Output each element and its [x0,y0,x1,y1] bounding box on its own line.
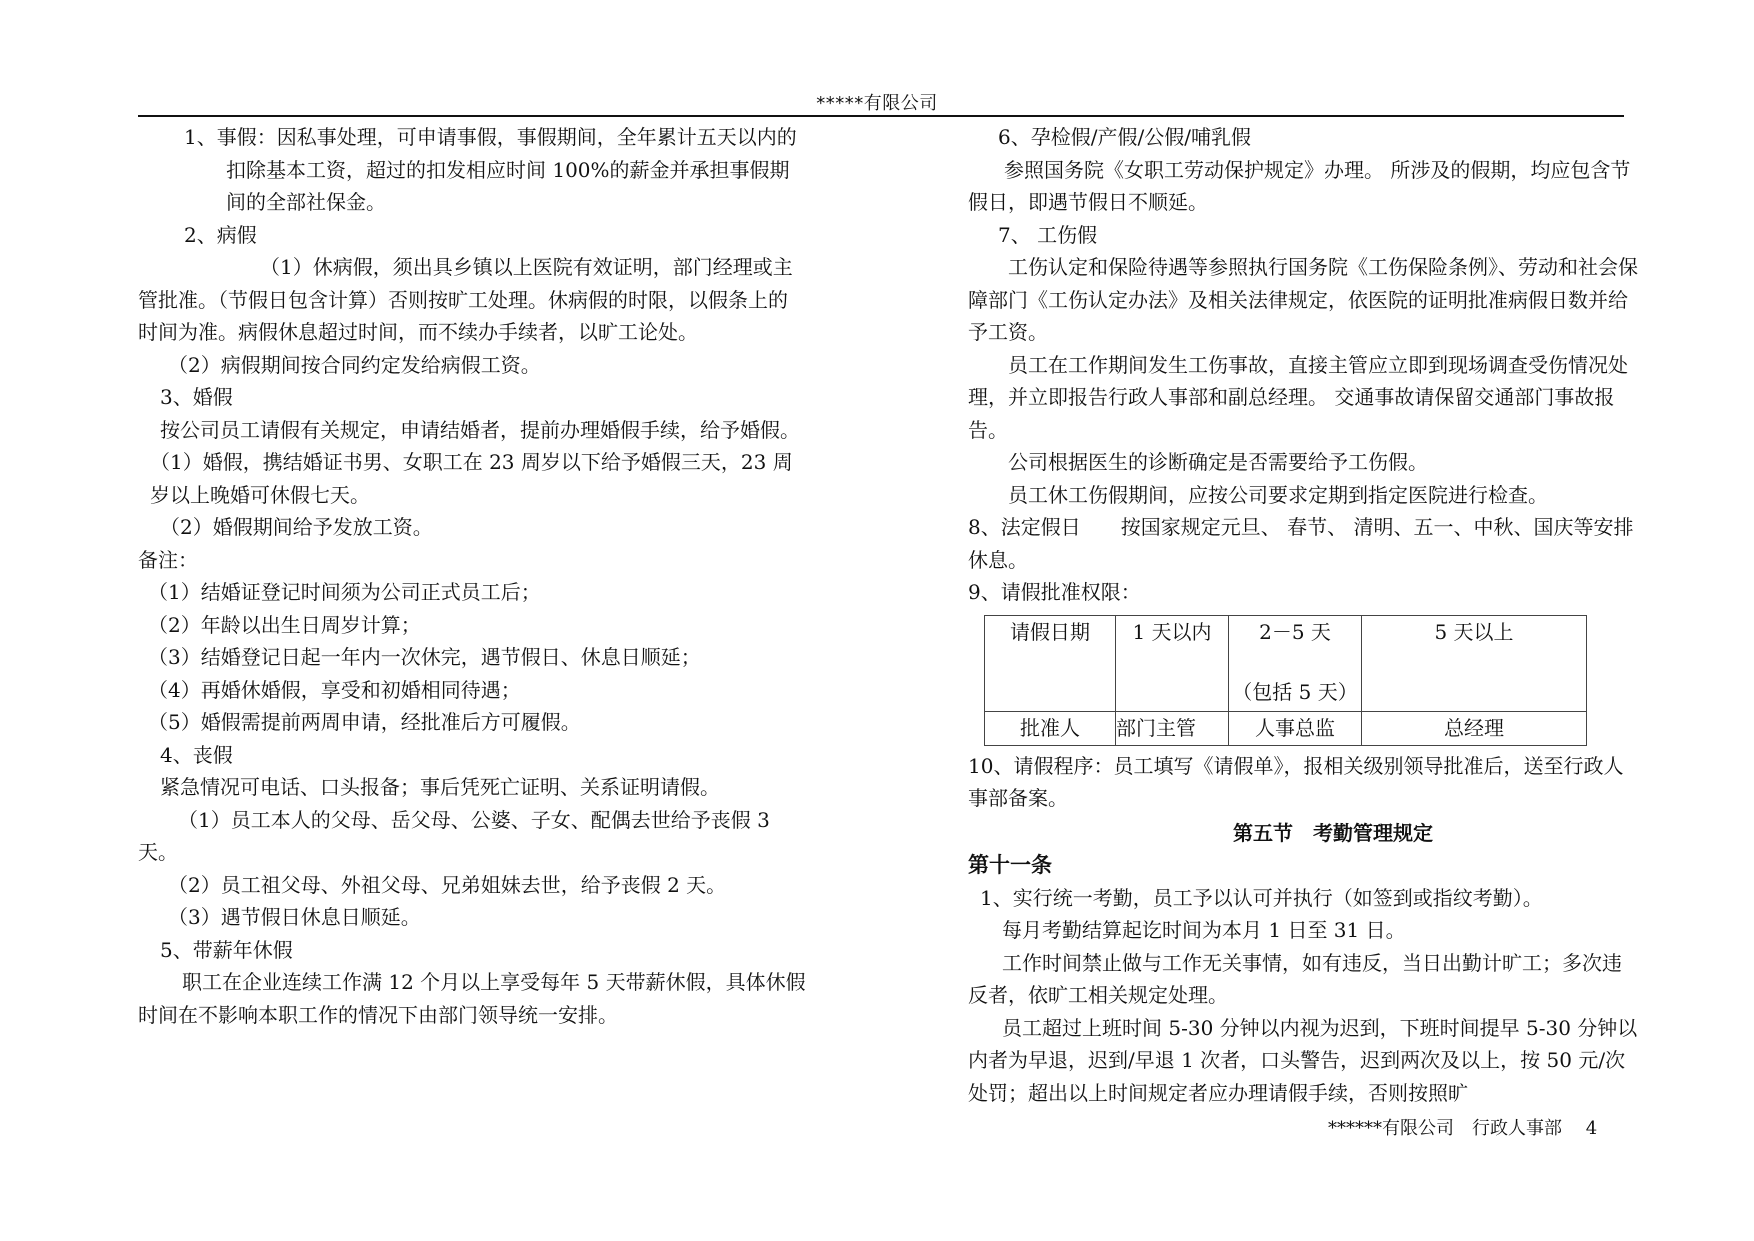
paragraph-work-injury-3: 公司根据医生的诊断确定是否需要给予工伤假。 [1008,450,1428,474]
paragraph-annual-leave: 职工在企业连续工作满 12 个月以上享受每年 5 天带薪休假，具体休假时间在不影响本职工作的情况下由部门领导统一安排。 [138,970,806,1027]
paragraph-bereavement-leave-1: （1）员工本人的父母、岳父母、公婆、子女、配偶去世给予丧假 3 天。 [138,807,770,864]
note-item-5: （5）婚假需提前两周申请，经批准后方可履假。 [148,710,581,734]
leave-approval-table [984,615,1587,746]
paragraph-attendance-3: 工作时间禁止做与工作无关事情，如有违反，当日出勤计旷工；多次违反者，依旷工相关规定处理。 [968,950,1622,1007]
left-column [138,121,806,1031]
paragraph-attendance-4: 员工超过上班时间 5-30 分钟以内视为迟到，下班时间提早 5-30 分钟以内者为早退，迟到/早退 1 次者，口头警告，迟到两次及以上，按 50 元/次处罚；超出以上时间规定者应办理请假手续，否则按照旷 [968,1015,1638,1105]
note-item-2: （2）年龄以出生日周岁计算； [148,612,421,637]
article-title: 第十一条 [968,853,1052,877]
heading-sick-leave: 2、病假 [184,222,257,247]
table-cell-line: （包括 5 天） [1232,679,1358,704]
paragraph-marriage-leave-2: （2）婚假期间给予发放工资。 [160,515,433,539]
paragraph-bereavement-leave-2: （2）员工祖父母、外祖父母、兄弟姐妹去世，给予丧假 2 天。 [168,872,727,897]
paragraph-sick-leave-1: （1）休病假，须出具乡镇以上医院有效证明，部门经理或主管批准。（节假日包含计算）否则按旷工处理。休病假的时限，以假条上的时间为准。病假休息超过时间，而不续办手续者，以旷工论处。 [138,255,793,344]
paragraph-marriage-leave: 按公司员工请假有关规定，申请结婚者，提前办理婚假手续，给予婚假。 [160,417,800,442]
table-cell: 1 天以内 [1116,615,1229,711]
table-cell: 部门主管 [1116,711,1229,745]
heading-approval-authority: 9、请假批准权限： [968,580,1141,604]
paragraph-attendance-1: 1、实行统一考勤，员工予以认可并执行（如签到或指纹考勤）。 [980,885,1543,910]
table-row [985,615,1587,711]
table-row [985,711,1587,745]
page-footer: ******有限公司 行政人事部 4 [1328,1118,1598,1139]
table-cell: 请假日期 [985,615,1116,711]
table-cell: 批准人 [985,711,1116,745]
table-cell: 5 天以上 [1362,615,1587,711]
heading-annual-leave: 5、带薪年休假 [160,937,293,962]
table-cell-line: 2－5 天 [1259,619,1331,644]
paragraph-work-injury-2: 员工在工作期间发生工伤事故，直接主管应立即到现场调查受伤情况处理，并立即报告行政人事部和副总经理。 交通事故请保留交通部门事故报告。 [968,352,1628,442]
paragraph-maternity-leave: 参照国务院《女职工劳动保护规定》办理。 所涉及的假期，均应包含节假日，即遇节假日不顺延。 [968,157,1631,214]
heading-marriage-leave: 3、婚假 [160,385,233,409]
paragraph-statutory-holidays: 8、法定假日 按国家规定元旦、 春节、 清明、五一、中秋、国庆等安排休息。 [968,515,1634,572]
header-rule [138,115,1624,117]
note-item-3: （3）结婚登记日起一年内一次休完，遇节假日、休息日顺延； [148,645,701,669]
paragraph-attendance-2: 每月考勤结算起讫时间为本月 1 日至 31 日。 [1002,918,1406,942]
table-cell: 人事总监 [1229,711,1362,745]
notes-heading: 备注： [138,547,198,572]
heading-maternity-leave: 6、孕检假/产假/公假/哺乳假 [998,125,1251,149]
paragraph-marriage-leave-1: （1）婚假，携结婚证书男、女职工在 23 周岁以下给予婚假三天，23 周岁以上晚婚可休假七天。 [150,450,793,507]
paragraph-bereavement-leave: 紧急情况可电话、口头报备；事后凭死亡证明、关系证明请假。 [160,775,720,799]
paragraph-work-injury-4: 员工休工伤假期间，应按公司要求定期到指定医院进行检查。 [1008,482,1548,507]
note-item-1: （1）结婚证登记时间须为公司正式员工后； [148,580,541,604]
table-cell: 总经理 [1362,711,1587,745]
right-column [968,121,1638,1109]
section-title: 第五节 考勤管理规定 [1233,820,1433,845]
paragraph-sick-leave-2: （2）病假期间按合同约定发给病假工资。 [168,352,541,377]
heading-bereavement-leave: 4、丧假 [160,742,233,767]
page-header-company: *****有限公司 [816,93,938,114]
heading-work-injury-leave: 7、 工伤假 [998,222,1098,247]
paragraph-work-injury-1: 工伤认定和保险待遇等参照执行国务院《工伤保险条例》、劳动和社会保障部门《工伤认定办法》及相关法律规定，依医院的证明批准病假日数并给予工资。 [968,255,1638,344]
paragraph-personal-leave: 1、事假：因私事处理，可申请事假，事假期间，全年累计五天以内的扣除基本工资，超过的扣发相应时间 100%的薪金并承担事假期间的全部社保金。 [184,125,797,214]
note-item-4: （4）再婚休婚假，享受和初婚相同待遇； [148,677,521,702]
paragraph-bereavement-leave-3: （3）遇节假日休息日顺延。 [168,905,421,929]
paragraph-leave-procedure: 10、请假程序：员工填写《请假单》，报相关级别领导批准后，送至行政人事部备案。 [968,753,1624,810]
table-cell [1229,615,1362,711]
